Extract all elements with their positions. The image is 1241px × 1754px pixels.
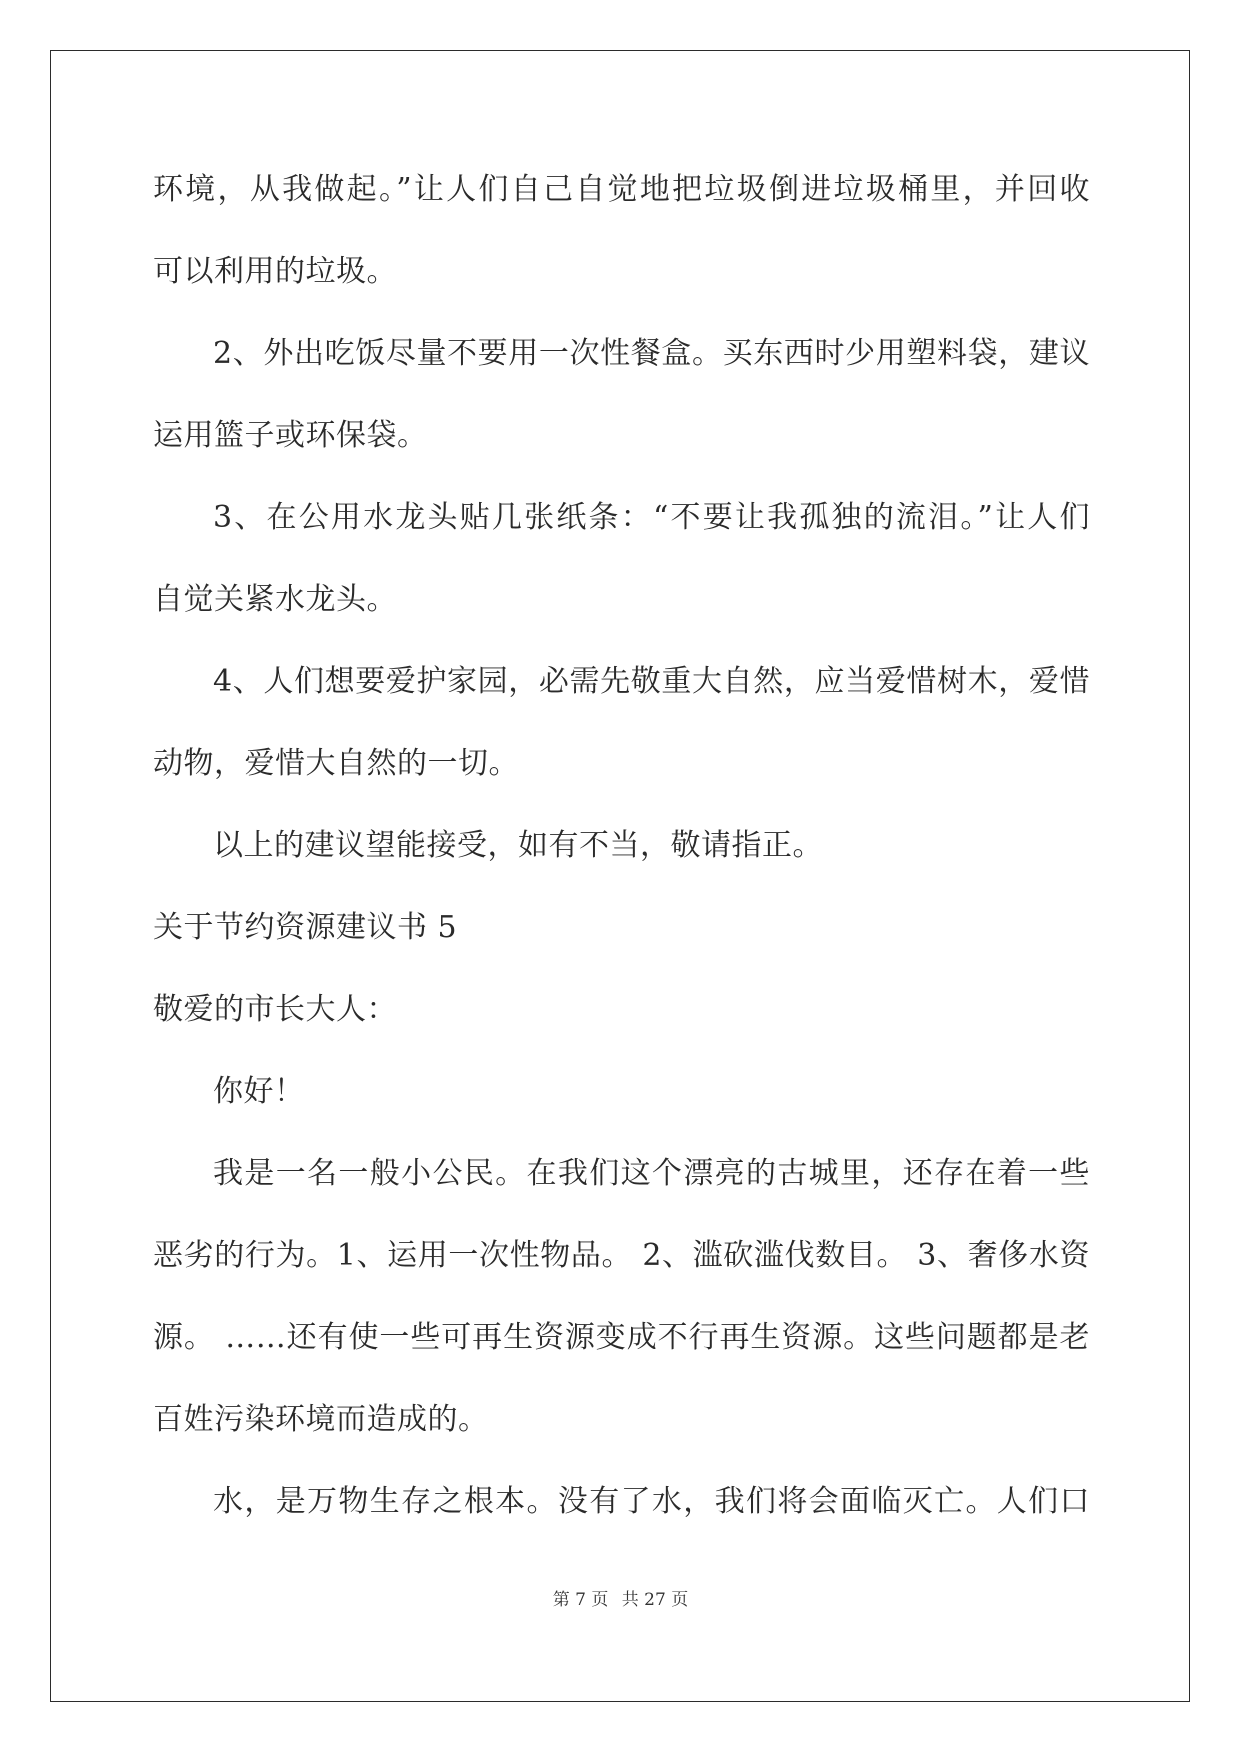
text-line: 以上的建议望能接受，如有不当，敬请指正。 [213, 828, 823, 863]
page-number: 第 7 页 [552, 1590, 609, 1610]
text-line: 源。 ……还有使一些可再生资源变成不行再生资源。这些问题都是老 [153, 1320, 1090, 1355]
text-line: 环境，从我做起。”让人们自己自觉地把垃圾倒进垃圾桶里，并回收 [153, 172, 1090, 207]
page-footer [0, 1585, 1241, 1610]
text-line: 动物，爱惜大自然的一切。 [153, 746, 519, 781]
greeting: 你好！ [213, 1074, 305, 1109]
text-line: 2、外出吃饭尽量不要用一次性餐盒。买东西时少用塑料袋，建议 [213, 336, 1090, 371]
salutation: 敬爱的市长大人： [153, 992, 397, 1027]
text-line: 3、在公用水龙头贴几张纸条：“不要让我孤独的流泪。”让人们 [213, 500, 1090, 535]
text-line: 自觉关紧水龙头。 [153, 582, 397, 617]
text-line: 恶劣的行为。1、运用一次性物品。 2、滥砍滥伐数目。 3、奢侈水资 [153, 1238, 1090, 1273]
text-line: 我是一名一般小公民。在我们这个漂亮的古城里，还存在着一些 [213, 1156, 1090, 1191]
text-line: 4、人们想要爱护家园，必需先敬重大自然，应当爱惜树木，爱惜 [213, 664, 1090, 699]
section-title: 关于节约资源建议书 5 [153, 910, 458, 945]
text-line: 水，是万物生存之根本。没有了水，我们将会面临灭亡。人们口 [213, 1484, 1090, 1519]
text-line: 百姓污染环境而造成的。 [153, 1402, 489, 1437]
text-line: 可以利用的垃圾。 [153, 254, 397, 289]
document-body [153, 160, 1090, 1554]
page-total: 共 27 页 [621, 1590, 689, 1610]
text-line: 运用篮子或环保袋。 [153, 418, 428, 453]
